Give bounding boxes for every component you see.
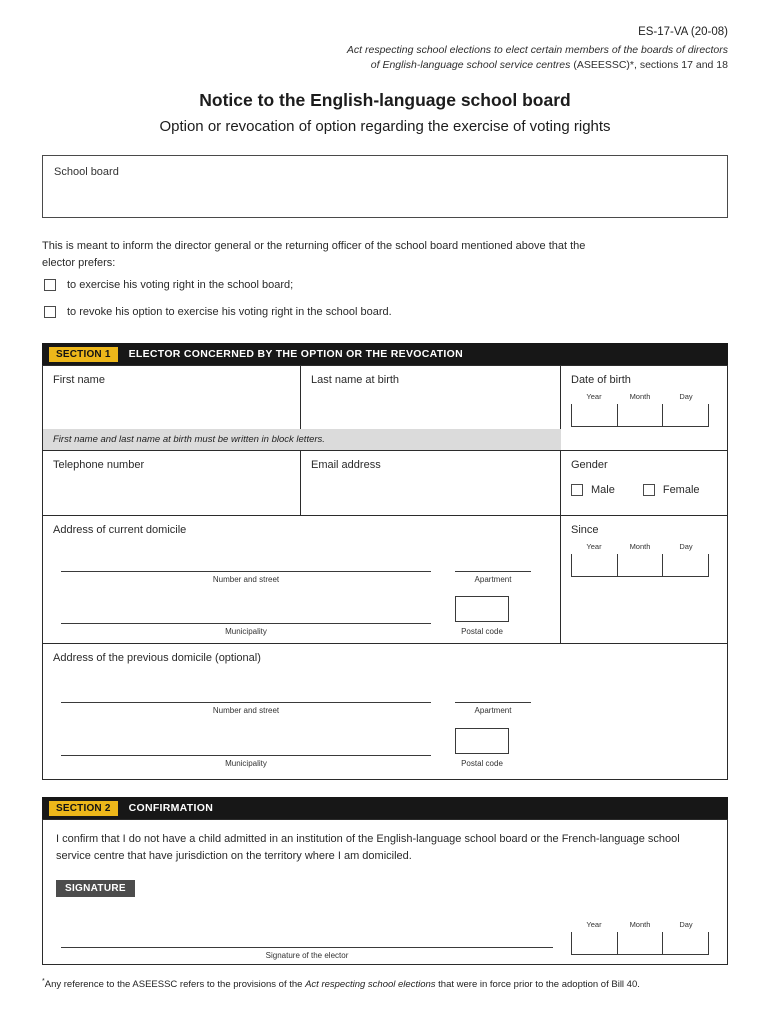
current-postal-caption: Postal code xyxy=(461,627,503,636)
previous-postal-caption: Postal code xyxy=(461,759,503,768)
previous-address-label: Address of the previous domicile (optional) xyxy=(53,652,261,664)
section1-title: ELECTOR CONCERNED BY THE OPTION OR THE REVOCATION xyxy=(128,348,463,360)
first-name-label: First name xyxy=(53,374,105,386)
gender-male-option xyxy=(571,484,615,496)
year-label: Year xyxy=(586,392,602,401)
page-header xyxy=(347,26,728,72)
signature-label: SIGNATURE xyxy=(56,880,135,897)
current-municipality-line[interactable] xyxy=(61,623,431,624)
month-label: Month xyxy=(629,542,651,551)
title-block xyxy=(0,90,770,135)
date-of-birth-comb[interactable] xyxy=(571,404,709,427)
signature-line[interactable] xyxy=(61,947,553,948)
email-field[interactable] xyxy=(301,451,561,516)
since-sublabels xyxy=(571,542,709,551)
female-label: Female xyxy=(662,484,700,496)
email-label: Email address xyxy=(311,459,381,471)
female-checkbox[interactable] xyxy=(643,484,655,496)
current-apartment-caption: Apartment xyxy=(474,575,512,584)
block-letters-note: First name and last name at birth must be written in block letters. xyxy=(43,429,561,451)
act-reference xyxy=(347,43,728,72)
page-subtitle: Option or revocation of option regarding the exercise of voting rights xyxy=(159,118,611,135)
revoke-checkbox[interactable] xyxy=(44,306,56,318)
section2-bar xyxy=(42,797,728,819)
date-of-birth-label: Date of birth xyxy=(571,374,631,386)
previous-street-caption: Number and street xyxy=(212,706,280,715)
section2-badge: SECTION 2 xyxy=(49,801,118,816)
gender-female-option xyxy=(643,484,700,496)
act-line2-plain: (ASEESSC)*, sections 17 and 18 xyxy=(570,58,728,71)
date-of-birth-input xyxy=(571,392,709,427)
month-label: Month xyxy=(629,920,651,929)
section1-bar xyxy=(42,343,728,365)
date-of-birth-sublabels xyxy=(571,392,709,401)
current-address-label: Address of current domicile xyxy=(53,524,187,536)
footnote-prefix: Any reference to the ASEESSC refers to the provisions of the xyxy=(44,979,306,991)
signature-date-input xyxy=(571,920,709,955)
confirmation-text: I confirm that I do not have a child admitted in an institution of the English-language school board or the French-language school service centre that have jurisdiction on the territory where I am domiciled. xyxy=(56,833,680,863)
last-name-field[interactable] xyxy=(301,366,561,429)
act-line1: Act respecting school elections to elect certain members of the boards of directors xyxy=(346,44,728,56)
first-name-field[interactable] xyxy=(43,366,301,429)
current-address-cell xyxy=(43,516,561,644)
footnote-asterisk: * xyxy=(42,978,45,985)
current-apartment-line[interactable] xyxy=(455,571,531,572)
date-of-birth-cell xyxy=(561,366,727,451)
previous-municipality-caption: Municipality xyxy=(225,759,267,768)
footnote-suffix: that were in force prior to the adoption of Bill 40. xyxy=(435,979,640,991)
previous-apartment-line[interactable] xyxy=(455,702,531,703)
page-title: Notice to the English-language school board xyxy=(199,90,571,110)
day-label: Day xyxy=(679,542,693,551)
male-label: Male xyxy=(591,484,615,496)
last-name-label: Last name at birth xyxy=(311,374,400,386)
day-label: Day xyxy=(679,392,693,401)
revoke-label: to revoke his option to exercise his voting right in the school board. xyxy=(67,306,392,318)
telephone-label: Telephone number xyxy=(53,459,145,471)
male-checkbox[interactable] xyxy=(571,484,583,496)
previous-apartment-caption: Apartment xyxy=(474,706,512,715)
month-label: Month xyxy=(629,392,651,401)
footnote-act-name: Act respecting school elections xyxy=(305,979,436,991)
section1-table xyxy=(42,365,728,780)
exercise-label: to exercise his voting right in the school board; xyxy=(67,279,294,291)
since-cell xyxy=(561,516,727,644)
footnote xyxy=(42,978,640,990)
signature-date-sublabels xyxy=(571,920,709,929)
school-board-field[interactable] xyxy=(42,155,728,218)
exercise-checkbox[interactable] xyxy=(44,279,56,291)
year-label: Year xyxy=(586,542,602,551)
section2-title: CONFIRMATION xyxy=(128,802,214,814)
current-postal-box[interactable] xyxy=(455,596,509,622)
gender-cell xyxy=(561,451,727,516)
signature-caption: Signature of the elector xyxy=(265,951,349,960)
day-label: Day xyxy=(679,920,693,929)
option-exercise xyxy=(44,279,293,291)
signature-date-comb[interactable] xyxy=(571,932,709,955)
form-number: ES-17-VA (20-08) xyxy=(638,26,728,38)
previous-postal-box[interactable] xyxy=(455,728,509,754)
current-street-line[interactable] xyxy=(61,571,431,572)
current-street-caption: Number and street xyxy=(212,575,280,584)
school-board-label: School board xyxy=(54,166,119,178)
since-comb[interactable] xyxy=(571,554,709,577)
since-label: Since xyxy=(571,524,599,536)
intro-text: This is meant to inform the director general or the returning officer of the school board mentioned above that the elector prefers: xyxy=(42,240,586,270)
current-municipality-caption: Municipality xyxy=(225,627,267,636)
section1-badge: SECTION 1 xyxy=(49,347,118,362)
option-revoke xyxy=(44,306,392,318)
previous-street-line[interactable] xyxy=(61,702,431,703)
year-label: Year xyxy=(586,920,602,929)
gender-label: Gender xyxy=(571,459,608,471)
section2-box xyxy=(42,819,728,965)
since-input xyxy=(571,542,709,577)
previous-address-cell xyxy=(43,644,727,779)
previous-municipality-line[interactable] xyxy=(61,755,431,756)
act-line2-italic: of English-language school service centres xyxy=(370,58,571,71)
telephone-field[interactable] xyxy=(43,451,301,516)
